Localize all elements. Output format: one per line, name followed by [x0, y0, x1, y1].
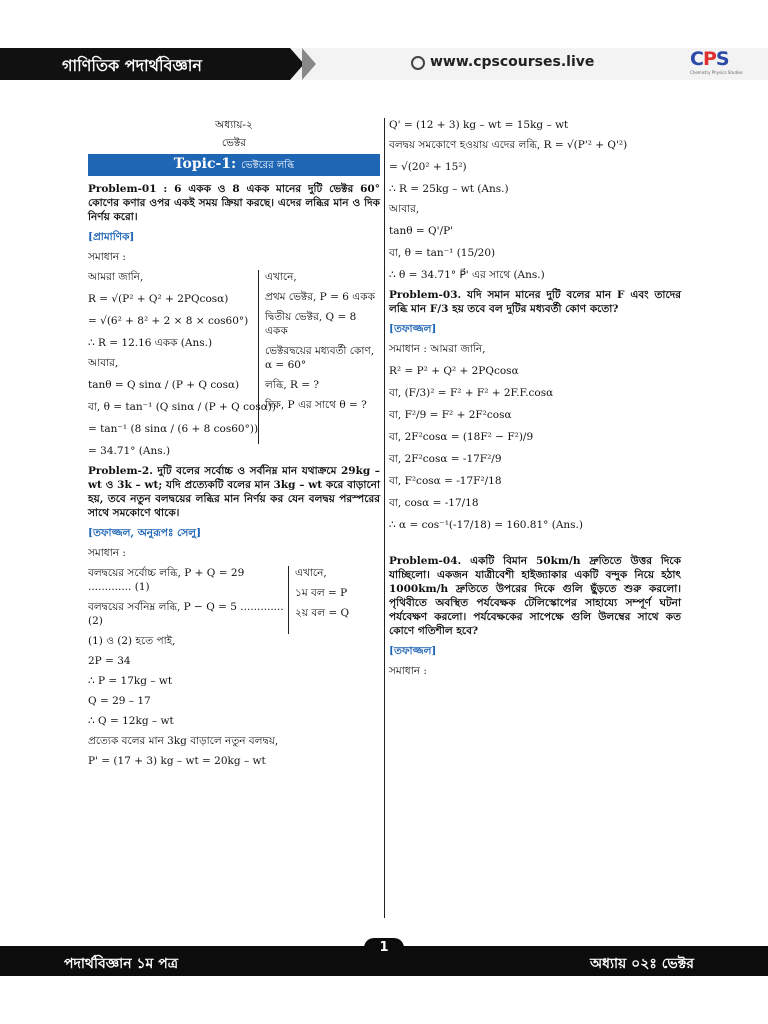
problem-2-given [88, 566, 380, 634]
equation: = √(6² + 8² + 2 × 8 × cos60°) [88, 315, 249, 327]
header-title: গাণিতিক পদার্থবিজ্ঞান [62, 56, 202, 75]
problem-1-work [88, 270, 276, 444]
answer: ∴ θ = 34.71° P⃗' এর সাথে (Ans.) [389, 269, 545, 281]
given-box [288, 566, 375, 634]
given-label: এখানে, [265, 271, 297, 283]
website-link[interactable]: www.cpscourses.live [430, 54, 595, 70]
step: P' = (17 + 3) kg – wt = 20kg – wt [88, 755, 266, 767]
problem-4-statement: Problem-04. একটি বিমান 50km/h দ্রুতিতে উত্তর দিকে যাচ্ছিলো। একজন যাত্রীবেশী হাইজ্যাকার একটি বন্দুক নিয়ে হঠাৎ 1000km/h দ্রুতিতে উপরের দিকে গুলি ছুঁড়তে শুরু করলো। পৃথিবীতে অবস্থিত পর্যবেক্ষক টেলিস্কোপের সাহায্যে সম্পূর্ণ ঘটনা পর্যবেক্ষণ করলো। পর্যবেক্ষকের সাপেক্ষে গুলি উলম্বের সাথে কত কোণে গতিশীল হবে? [389, 555, 681, 637]
answer: ∴ R = 25kg – wt (Ans.) [389, 183, 509, 195]
globe-icon [411, 56, 425, 70]
chapter-title: ভেক্টর [221, 137, 247, 149]
given-item: প্রথম ভেক্টর, P = 6 একক [265, 291, 375, 303]
equation: tanθ = Q'/P' [389, 225, 454, 237]
problem-1-solution [88, 270, 380, 444]
step: (1) ও (2) হতে পাই, [88, 635, 176, 647]
problem-3-statement: Problem-03. যদি সমান মানের দুটি বলের মান F এবং তাদের লব্ধি মান F/3 হয় তবে বল দুটির মধ্যবর্তী কোণ কতো? [389, 289, 681, 315]
again-label: আবার, [88, 357, 119, 369]
problem-1-tag: [প্রামাণিক] [88, 231, 135, 243]
equation: = √(20² + 15²) [389, 161, 467, 173]
topic-label: Topic-1: [173, 156, 237, 172]
topic-title: ভেক্টরের লব্ধি [241, 160, 295, 171]
given-item: ২য় বল = Q [295, 607, 350, 619]
given-label: এখানে, [295, 567, 327, 579]
equation: tanθ = Q sinα / (P + Q cosα) [88, 379, 240, 391]
column-divider [384, 118, 385, 918]
again-label: আবার, [389, 203, 420, 215]
equation: বা, (F/3)² = F² + F² + 2F.F.cosα [389, 387, 554, 399]
solution-label: সমাধান : [88, 251, 126, 263]
step: 2P = 34 [88, 655, 131, 667]
given-box [258, 270, 380, 444]
given-item: দিক, P এর সাথে θ = ? [265, 399, 367, 411]
chapter-number: অধ্যায়-২ [215, 119, 253, 131]
equation: বলদ্বয়ের সর্বনিম্ন লব্ধি, P − Q = 5 ............. (2) [88, 601, 284, 627]
solution-label: সমাধান : আমরা জানি, [389, 343, 486, 355]
equation: R = √(P² + Q² + 2PQcosα) [88, 293, 229, 305]
step: বলদ্বয় সমকোণে হওয়ায় এদের লব্ধি, R = √(P'² + Q'²) [389, 139, 628, 151]
step: ∴ P = 17kg – wt [88, 675, 173, 687]
problem-3-tag: [তফাজ্জল] [389, 323, 437, 335]
problem-4-tag: [তফাজ্জল] [389, 645, 437, 657]
known-label: আমরা জানি, [88, 271, 144, 283]
footer-subject: পদার্থবিজ্ঞান ১ম পত্র [64, 956, 178, 972]
equation: = tan⁻¹ (8 sinα / (6 + 8 cos60°)) [88, 423, 259, 435]
cps-logo [690, 48, 743, 78]
solution-label: সমাধান : [88, 547, 126, 559]
given-item: দ্বিতীয় ভেক্টর, Q = 8 একক [265, 311, 357, 337]
equation: বা, θ = tan⁻¹ (Q sinα / (P + Q cosα)) [88, 401, 276, 413]
page-number: 1 [364, 938, 404, 960]
solution-label: সমাধান : [389, 665, 427, 677]
step: প্রত্যেক বলের মান 3kg বাড়ালে নতুন বলদ্বয়, [88, 735, 279, 747]
answer: ∴ R = 12.16 একক (Ans.) [88, 337, 213, 349]
right-column [389, 118, 681, 684]
given-item: লব্ধি, R = ? [265, 379, 320, 391]
logo-text: CPS [690, 48, 729, 70]
equation: বা, F²/9 = F² + 2F²cosα [389, 409, 512, 421]
answer: ∴ α = cos⁻¹(-17/18) = 160.81° (Ans.) [389, 519, 583, 531]
left-column [88, 118, 380, 774]
header-title-band [0, 48, 290, 80]
answer: = 34.71° (Ans.) [88, 445, 171, 457]
logo-subtitle: Chemistry Physics Studies [690, 70, 743, 75]
step: Q = 29 – 17 [88, 695, 151, 707]
given-item: ১ম বল = P [295, 587, 348, 599]
step: ∴ Q = 12kg – wt [88, 715, 174, 727]
problem-2-tag: [তফাজ্জল, অনুরূপঃ সেলু] [88, 527, 202, 539]
problem-1-statement: Problem-01 : 6 একক ও 8 একক মানের দুটি ভেক্টর 60° কোণের কণার ওপর একই সময় ক্রিয়া করছে। এদের লব্ধির মান ও দিক নির্ণয় করো। [88, 183, 380, 223]
given-item: ভেক্টরদ্বয়ের মধ্যবর্তী কোণ, α = 60° [265, 345, 375, 371]
problem-2-equations [88, 566, 288, 634]
problem-2-statement: Problem-2. দুটি বলের সর্বোচ্চ ও সর্বনিম্ন মান যথাক্রমে 29kg – wt ও 3k – wt; যদি প্রত্যেকটি বলের মান 3kg – wt করে বাড়ানো হয়, তবে নতুন বলদ্বয়ের লব্ধির মান নির্ণয় কর যেন বলদ্বয় পরস্পরের সাথে সমকোণে থাকে। [88, 465, 380, 519]
equation: বা, cosα = -17/18 [389, 497, 479, 509]
page-header [0, 48, 768, 80]
equation: বা, 2F²cosα = -17F²/9 [389, 453, 502, 465]
equation: বা, F²cosα = -17F²/18 [389, 475, 502, 487]
equation: বা, 2F²cosα = (18F² − F²)/9 [389, 431, 534, 443]
equation: বলদ্বয়ের সর্বোচ্চ লব্ধি, P + Q = 29 ............. (1) [88, 567, 245, 593]
equation: R² = P² + Q² + 2PQcosα [389, 365, 519, 377]
topic-banner [88, 154, 380, 176]
footer-chapter: অধ্যায় ০২ঃ ভেক্টর [589, 956, 694, 972]
step: Q' = (12 + 3) kg – wt = 15kg – wt [389, 119, 569, 131]
chevron-decor-icon [302, 48, 316, 80]
equation: বা, θ = tan⁻¹ (15/20) [389, 247, 496, 259]
